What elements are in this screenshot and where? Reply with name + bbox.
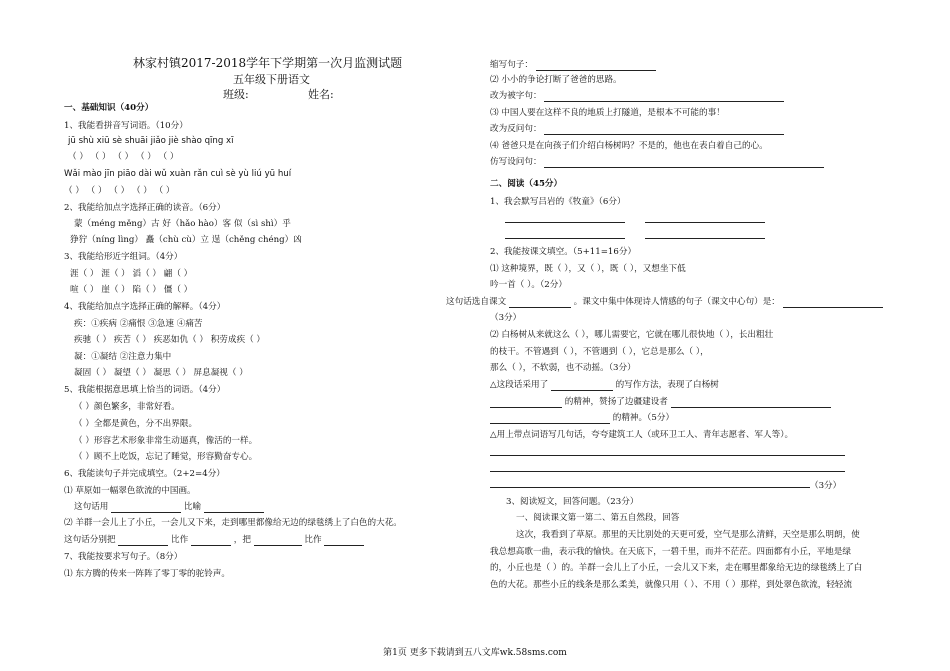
name-label: 姓名: [308,88,334,101]
reading-question-3: 3、阅读短文，回答问题。（23分） [506,497,639,507]
writing-line[interactable] [490,471,845,472]
question-3-line-1: 涯（ ） 涯（ ） 滔（ ） 翩（ ） [70,269,193,279]
reading-question-2-line-6: 的枝干。不管遇到（ ），不管遇到（ ），它总是那么（ ）， [490,347,709,357]
rewrite-short-label [490,60,656,71]
question-6-text-d: 比作 [304,535,322,545]
question-6-text-a: 这句话分别把 [64,535,116,545]
question-5-line-2: （ ）全都是黄色，分不出界限。 [74,419,198,429]
question-6-prefix: 这句话用 [74,502,109,512]
answer-line[interactable] [544,92,784,102]
poem-line[interactable] [505,222,625,223]
question-5-line-1: （ ）颜色繁多，非常好看。 [74,402,180,412]
blank-field[interactable] [551,381,613,391]
page-footer: 第1页 更多下载请到五八文库wk.58sms.com [383,648,567,658]
question-6-text-c: ，把 [233,535,251,545]
question-2-line-2: 狰狞（níng lìng） 矗（chù cù）立 逞（chěng chéng）凶 [70,235,302,245]
question-3-line-2: 喧（ ） 崖（ ） 陷（ ） 僵（ ） [70,285,193,295]
question-6-line-3: ⑵ 羊群一会儿上了小丘，一会儿又下来，走到哪里都像给无边的绿毯绣上了白色的大花。 [64,518,402,528]
writing-line[interactable] [490,487,810,488]
blank-field[interactable] [204,503,264,513]
blank-field[interactable] [254,536,302,546]
blank-field[interactable] [118,536,168,546]
blank-field[interactable] [509,298,571,308]
spirit-score-text: 的精神。（5分） [612,413,675,423]
spirit-text: 的精神，赞扬了边疆建设者 [564,397,668,407]
section-reading-heading: 二、阅读（45分） [490,179,563,189]
reading-question-2-line-7: 那么（ ），不软弱，也不动摇。（3分） [490,363,636,373]
question-6-mid: 比喻 [183,502,202,512]
imitate-text: 仿写设问句： [490,157,542,167]
reading-question-1: 1、我会默写吕岩的《牧童》（6分） [490,197,626,207]
answer-line[interactable] [544,125,784,135]
pinyin-row-1: jū shù xiū sè shuāi jiǎo jiè shào qīng xī [68,136,234,146]
poem-line[interactable] [645,222,765,223]
reading-question-2-line-2: 吟一首（ ）。（2分） [490,280,567,290]
central-sentence-text: 。课文中集中体现诗人情感的句子（课文中心句）是： [573,297,780,307]
question-4-line-3: 凝：①凝结 ②注意力集中 [74,352,172,362]
reading-question-2-line-10 [490,413,674,424]
section-basic-heading: 一、基础知识（40分） [64,103,154,113]
passage-line-1: 这次，我看到了草原。那里的天比别处的天更可爱，空气是那么清鲜，天空是那么明朗，使 [516,530,860,540]
question-7-line-1: ⑴ 东方腾的传来一阵阵了零丁零的驼铃声。 [64,569,231,579]
writing-score: （3分） [810,481,842,491]
passage-line-3: 的，小丘也是（ ）的。羊群一会儿上了小丘，一会儿又下来，走在哪里都象给无边的绿毯绣上了白 [490,563,863,573]
answer-line[interactable] [536,61,656,71]
question-3: 3、我能给形近字组词。（4分） [64,252,183,262]
writing-line[interactable] [490,455,845,456]
answer-brackets-row-1: （ ） （ ） （ ） （ ） （ ） [68,152,179,162]
answer-brackets-row-2: （ ） （ ） （ ） （ ） （ ） [64,186,175,196]
blank-field[interactable] [324,536,364,546]
question-6-line-2 [74,502,264,513]
question-5-line-4: （ ）顾不上吃饭，忘记了睡觉，形容勤奋专心。 [74,452,258,462]
rewrite-short-text: 缩写句子： [490,60,533,70]
question-6: 6、我能读句子并完成填空。（2+2=4分） [64,469,225,479]
reading-question-2-line-11: △用上带点词语写几句话，夸夸建筑工人（或环卫工人、青年志愿者、军人等）。 [490,430,794,440]
exam-title: 林家村镇2017-2018学年下学期第一次月监测试题 [133,56,403,70]
question-1: 1、我能看拼音写词语。（10分） [64,121,188,131]
question-4: 4、我能给加点字选择正确的解释。（4分） [64,302,226,312]
blank-field[interactable] [191,536,231,546]
poem-line[interactable] [645,238,765,239]
rhetorical-label [490,124,784,135]
passage-line-2: 我总想高歌一曲，表示我的愉快。在天底下，一碧千里，而并不茫茫。四面都有小丘，平地是绿 [490,547,851,557]
question-2: 2、我能给加点字选择正确的读音。（6分） [64,203,226,213]
blank-field[interactable] [490,414,610,424]
blank-field[interactable] [111,503,181,513]
reading-question-2-line-5: ⑵ 白杨树从来就这么（ ），哪儿需要它，它就在哪儿很快地（ ），长出粗壮 [490,330,774,340]
reading-question-2-line-9 [490,397,831,408]
question-5: 5、我能根据意思填上恰当的词语。（4分） [64,385,226,395]
question-6-text-b: 比作 [171,535,189,545]
question-7-2: ⑵ 小小的争论打断了爸爸的思路。 [490,75,622,85]
question-4-line-2: 疾驰（ ） 疾苦（ ） 疾恶如仇（ ） 积劳成疾（ ） [74,335,265,345]
question-7: 7、我能按要求写句子。（8分） [64,552,183,562]
class-label: 班级: [223,88,249,101]
question-4-line-1: 疾：①疾病 ②痛恨 ③急速 ④痛苦 [74,319,203,329]
question-7-3: ⑶ 中国人要在这样不良的地质上打隧道，是根本不可能的事！ [490,108,725,118]
reading-question-3-instruction: 一、阅读课文第一第二、第五自然段，回答 [516,513,680,523]
reading-question-2-line-3 [446,297,883,308]
question-2-line-1: 蒙（méng měng）古 好（hǎo hào）客 似（sì shì）乎 [74,219,291,229]
pinyin-row-2: Wǎi mào jīn piāo dài wǔ xuàn rǎn cuì sè yù liú yū huí [64,169,292,179]
blank-field[interactable] [490,398,562,408]
reading-question-2-line-8 [490,380,719,391]
question-5-line-3: （ ）形容艺术形象非常生动逼真，像活的一样。 [74,436,258,446]
blank-field[interactable] [671,398,831,408]
exam-subtitle: 五年级下册语文 [233,73,310,86]
method-text: △这段话采用了 [490,380,549,390]
blank-field[interactable] [783,298,883,308]
passage-line-4: 色的大花。那些小丘的线条是那么柔美，就像只用（ ）、不用（ ）那样，到处翠色欲流，轻轻流 [490,580,853,590]
reading-question-2-score: （3分） [490,313,522,323]
question-6-line-1: ⑴ 草原如一幅翠色欲流的中国画。 [64,486,196,496]
passive-label [490,91,784,102]
question-7-4: ⑷ 爸爸只是在向孩子们介绍白杨树吗？不是的，他也在表白着自己的心。 [490,141,768,151]
question-4-line-4: 凝固（ ） 凝望（ ） 凝思（ ） 屏息凝视（ ） [74,368,248,378]
imitate-label [490,157,824,168]
source-text: 这句话选自课文 [446,297,507,307]
question-6-line-4 [64,535,364,546]
poplar-text: 的写作方法，表现了白杨树 [615,380,719,390]
poem-line[interactable] [505,238,625,239]
reading-question-2-line-1: ⑴ 这种境界，既（ ），又（ ），既（ ），又想坐下低 [490,264,686,274]
rhetorical-text: 改为反问句： [490,124,542,134]
reading-question-2: 2、我能按课文填空。（5+11=16分） [490,247,637,257]
passive-text: 改为被字句： [490,91,542,101]
answer-line[interactable] [544,158,824,168]
